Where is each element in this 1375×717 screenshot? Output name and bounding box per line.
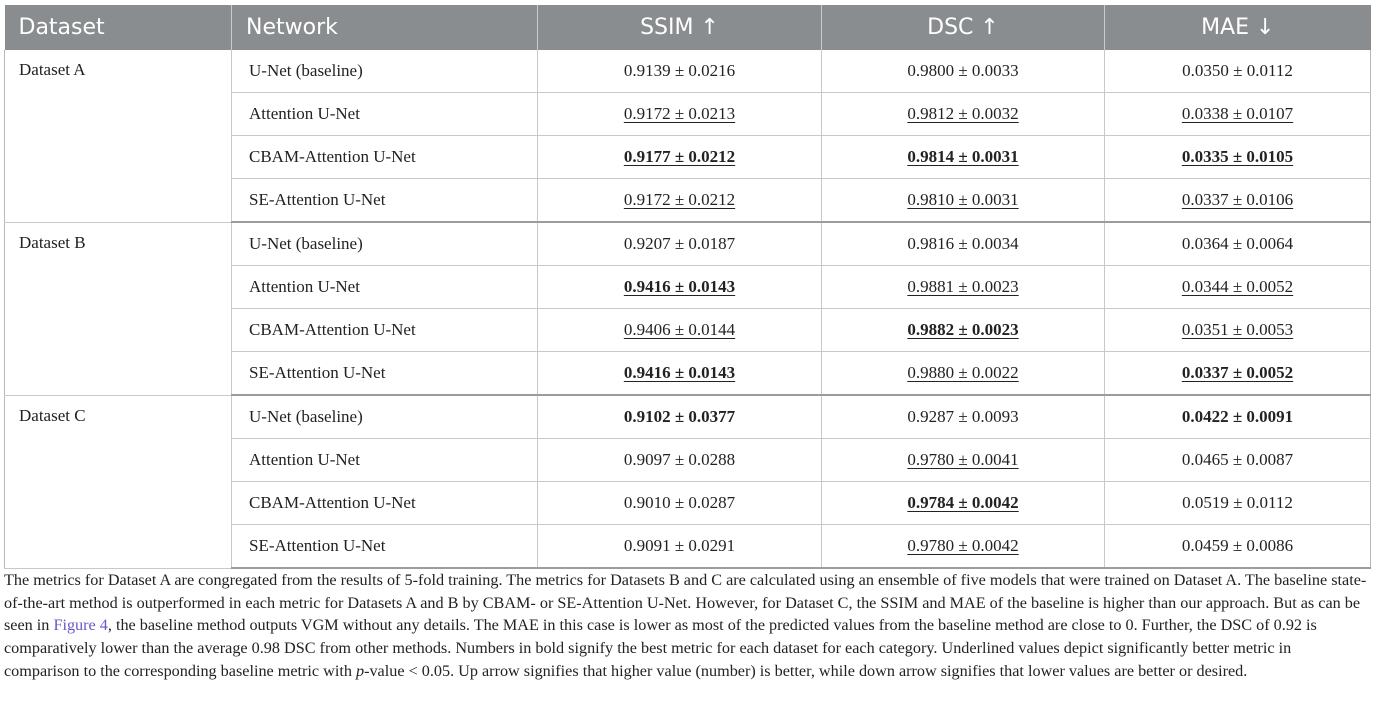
ssim-cell [538,395,822,439]
network-cell: SE-Attention U-Net [232,525,538,569]
header-network: Network [232,5,538,50]
network-cell: Attention U-Net [232,439,538,482]
dsc-value: 0.9881 ± 0.0023 [907,277,1019,296]
mae-cell [1105,179,1371,223]
network-cell: SE-Attention U-Net [232,179,538,223]
network-cell: CBAM-Attention U-Net [232,136,538,179]
header-dsc: DSC ↑ [822,5,1105,50]
results-table-container [4,5,1370,569]
mae-cell [1105,93,1371,136]
mae-cell [1105,136,1371,179]
ssim-value: 0.9172 ± 0.0212 [623,190,736,209]
figure-4-link[interactable]: Figure 4 [53,616,108,635]
mae-value: 0.0351 ± 0.0053 [1181,320,1294,339]
mae-value: 0.0337 ± 0.0106 [1181,190,1294,209]
mae-cell [1105,309,1371,352]
dsc-value: 0.9800 ± 0.0033 [907,61,1019,80]
dsc-value: 0.9882 ± 0.0023 [907,320,1019,339]
dsc-cell [822,50,1105,93]
ssim-cell [538,482,822,525]
ssim-value: 0.9172 ± 0.0213 [623,104,736,123]
ssim-value: 0.9097 ± 0.0288 [623,450,736,469]
mae-value: 0.0350 ± 0.0112 [1182,61,1293,80]
network-cell: U-Net (baseline) [232,50,538,93]
dsc-cell [822,266,1105,309]
header-mae: MAE ↓ [1105,5,1371,50]
mae-value: 0.0364 ± 0.0064 [1181,234,1294,253]
ssim-value: 0.9177 ± 0.0212 [623,147,736,166]
ssim-cell [538,179,822,223]
results-table [4,5,1371,569]
dsc-value: 0.9810 ± 0.0031 [907,190,1019,209]
mae-cell [1105,266,1371,309]
dsc-value: 0.9780 ± 0.0041 [907,450,1019,469]
ssim-cell [538,50,822,93]
dsc-cell [822,525,1105,569]
network-cell: U-Net (baseline) [232,395,538,439]
ssim-value: 0.9091 ± 0.0291 [623,536,736,555]
mae-value: 0.0337 ± 0.0052 [1181,363,1294,382]
network-cell: CBAM-Attention U-Net [232,309,538,352]
mae-value: 0.0344 ± 0.0052 [1181,277,1294,296]
table-header-row [5,5,1371,50]
network-cell: Attention U-Net [232,93,538,136]
mae-value: 0.0335 ± 0.0105 [1181,147,1294,166]
ssim-value: 0.9207 ± 0.0187 [623,234,736,253]
header-ssim: SSIM ↑ [538,5,822,50]
dsc-value: 0.9780 ± 0.0042 [907,536,1019,555]
mae-value: 0.0465 ± 0.0087 [1181,450,1294,469]
dsc-cell [822,93,1105,136]
dataset-cell: Dataset A [5,50,232,222]
dsc-value: 0.9814 ± 0.0031 [907,147,1019,166]
mae-value: 0.0338 ± 0.0107 [1181,104,1294,123]
header-dataset: Dataset [5,5,232,50]
mae-value: 0.0459 ± 0.0086 [1181,536,1294,555]
dataset-cell: Dataset B [5,222,232,395]
mae-value: 0.0519 ± 0.0112 [1182,493,1293,512]
dsc-value: 0.9816 ± 0.0034 [907,234,1019,253]
ssim-cell [538,93,822,136]
network-cell: CBAM-Attention U-Net [232,482,538,525]
ssim-value: 0.9139 ± 0.0216 [623,61,736,80]
ssim-cell [538,439,822,482]
dsc-value: 0.9812 ± 0.0032 [907,104,1019,123]
caption-text-3: -value < 0.05. Up arrow signifies that higher value (number) is better, while down arrow signifies that lower values are better or desired. [364,661,1248,680]
dsc-cell [822,439,1105,482]
ssim-cell [538,525,822,569]
ssim-value: 0.9010 ± 0.0287 [623,493,736,512]
dsc-cell [822,222,1105,266]
mae-cell [1105,395,1371,439]
ssim-value: 0.9416 ± 0.0143 [623,277,736,296]
ssim-value: 0.9416 ± 0.0143 [623,363,736,382]
table-body [5,50,1371,568]
dsc-cell [822,352,1105,396]
dataset-cell: Dataset C [5,395,232,568]
dsc-value: 0.9287 ± 0.0093 [907,407,1019,426]
ssim-cell [538,352,822,396]
ssim-value: 0.9406 ± 0.0144 [623,320,736,339]
mae-cell [1105,525,1371,569]
network-cell: SE-Attention U-Net [232,352,538,396]
dsc-cell [822,179,1105,223]
dsc-cell [822,395,1105,439]
mae-cell [1105,222,1371,266]
caption-p-variable: p [355,661,365,680]
ssim-cell [538,222,822,266]
ssim-cell [538,136,822,179]
dsc-value: 0.9880 ± 0.0022 [907,363,1019,382]
mae-cell [1105,439,1371,482]
caption-text-2: , the baseline method outputs VGM without any details. The MAE in this case is lower as most of the predicted values from the baseline method are close to 0. Further, the DSC of 0.92 is comparatively lower than the average 0.98 DSC from other methods. Numbers in bold signify the best metric for each dataset for each category. Underlined values depict significantly better metric in comparison to the corresponding baseline metric with [4,616,1317,680]
dsc-value: 0.9784 ± 0.0042 [907,493,1019,512]
ssim-value: 0.9102 ± 0.0377 [623,407,736,426]
mae-value: 0.0422 ± 0.0091 [1181,407,1294,426]
ssim-cell [538,309,822,352]
ssim-cell [538,266,822,309]
network-cell: Attention U-Net [232,266,538,309]
table-row [5,395,1371,439]
table-row [5,50,1371,93]
dsc-cell [822,482,1105,525]
mae-cell [1105,50,1371,93]
table-caption [4,569,1370,683]
mae-cell [1105,482,1371,525]
caption-text-1: The metrics for Dataset A are congregated from the results of 5-fold training. The metrics for Datasets B and C are calculated using an ensemble of five models that were trained on Dataset A. The baseline state-of-the-art method is outperformed in each metric for Datasets A and B by CBAM- or SE-Attention U-Net. However, for Dataset C, the SSIM and MAE of the baseline is higher than our approach. But as can be seen in [4,571,1367,635]
network-cell: U-Net (baseline) [232,222,538,266]
table-row [5,222,1371,266]
dsc-cell [822,136,1105,179]
mae-cell [1105,352,1371,396]
dsc-cell [822,309,1105,352]
